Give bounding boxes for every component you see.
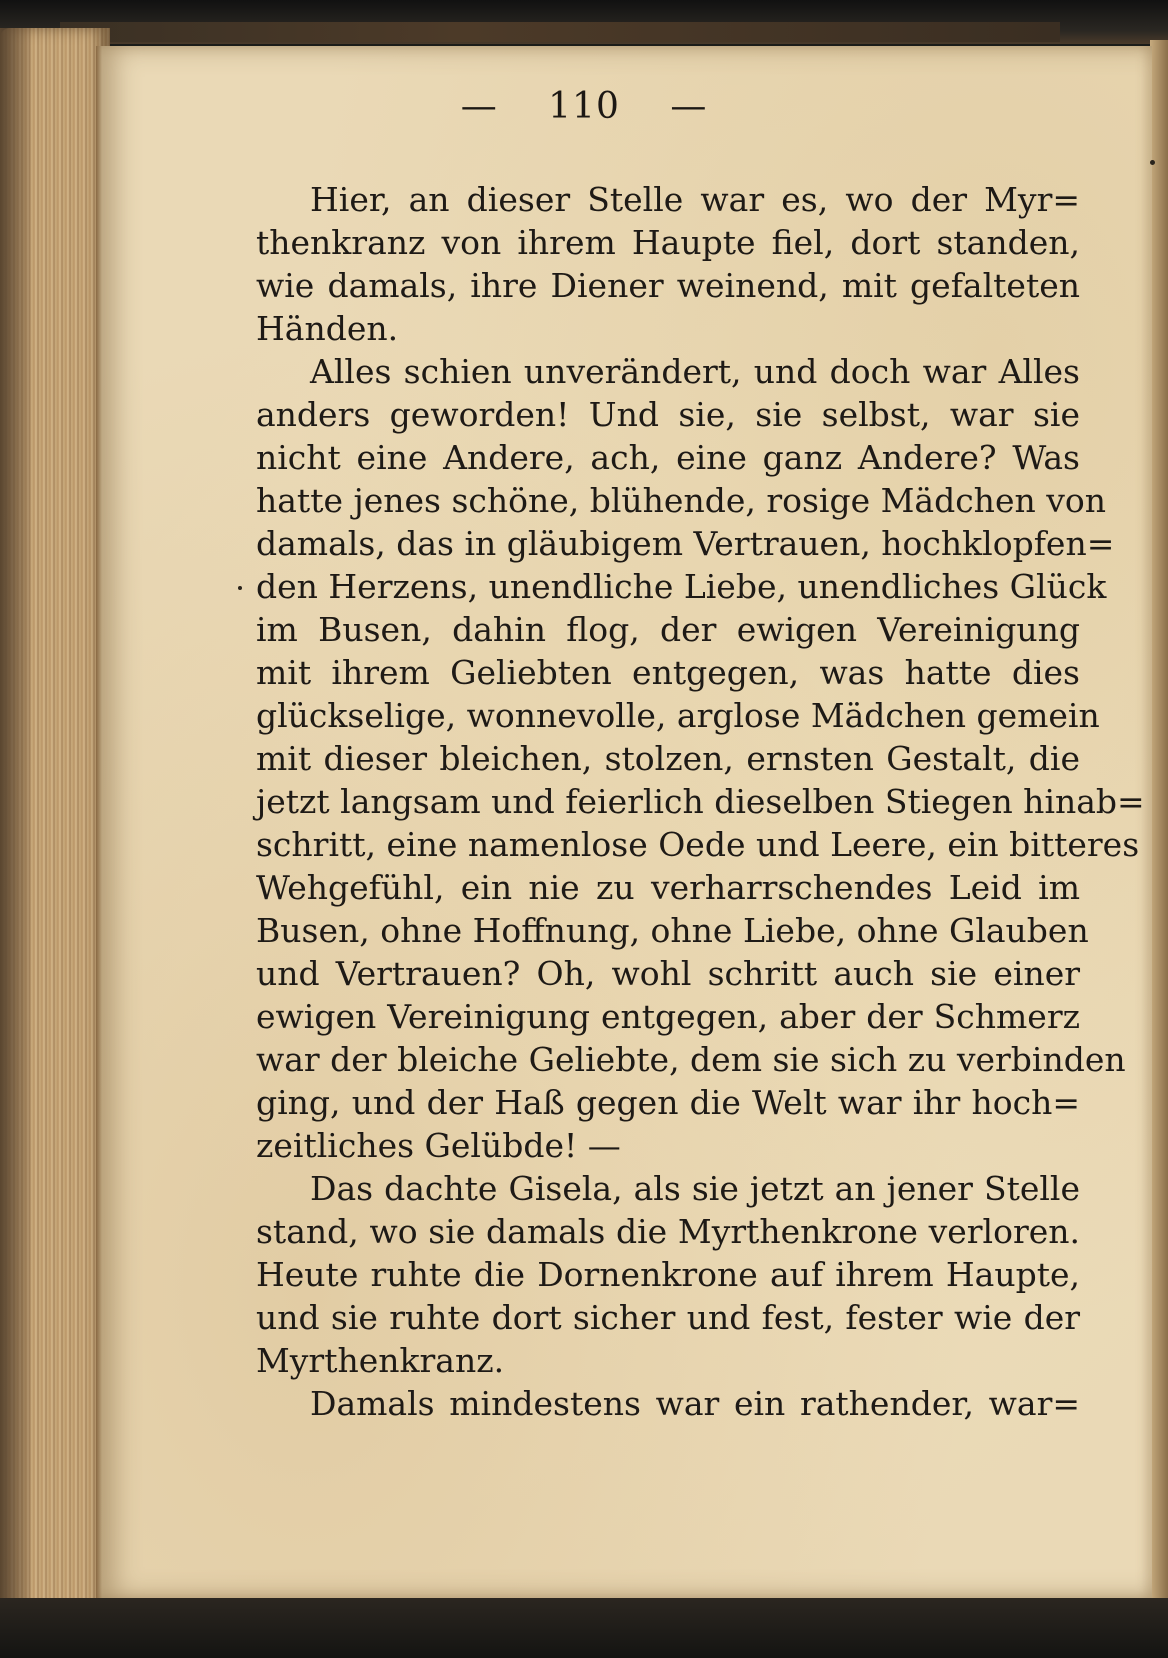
- book-cover-top-edge: [0, 0, 1168, 44]
- stacked-page-edges: [0, 28, 110, 1618]
- text-line: wie damals, ihre Diener weinend, mit gefalteten: [256, 266, 1080, 305]
- header-dash-left: —: [460, 86, 498, 127]
- text-line: und Vertrauen? Oh, wohl schritt auch sie einer: [256, 954, 1080, 993]
- text-line: ging, und der Haß gegen die Welt war ihr hoch=: [256, 1083, 1080, 1122]
- text-line: nicht eine Andere, ach, eine ganz Andere? Was: [256, 438, 1080, 477]
- body-text: [256, 178, 1145, 1425]
- header-dash-right: —: [670, 86, 708, 127]
- text-line: Myrthenkranz.: [256, 1341, 505, 1380]
- text-line: Heute ruhte die Dornenkrone auf ihrem Haupte,: [256, 1255, 1080, 1294]
- text-line: ewigen Vereinigung entgegen, aber der Schmerz: [256, 997, 1080, 1036]
- ink-speck: [238, 586, 242, 590]
- text-line: hatte jenes schöne, blühende, rosige Mädchen von: [256, 481, 1106, 520]
- text-line: mit ihrem Geliebten entgegen, was hatte dies: [256, 653, 1080, 692]
- text-line: mit dieser bleichen, stolzen, ernsten Gestalt, die: [256, 739, 1080, 778]
- text-line: Damals mindestens war ein rathender, war=: [310, 1384, 1080, 1423]
- right-page-edge: [1150, 40, 1168, 1620]
- text-line: im Busen, dahin flog, der ewigen Vereinigung: [256, 610, 1080, 649]
- text-line: jetzt langsam und feierlich dieselben Stiegen hinab=: [256, 782, 1145, 821]
- text-line: war der bleiche Geliebte, dem sie sich zu verbinden: [256, 1040, 1126, 1079]
- ink-speck: [1150, 160, 1155, 165]
- text-line: Händen.: [256, 309, 399, 348]
- text-line: zeitliches Gelübde! —: [256, 1126, 621, 1165]
- text-line: Das dachte Gisela, als sie jetzt an jener Stelle: [310, 1169, 1080, 1208]
- text-line: schritt, eine namenlose Oede und Leere, ein bitteres: [256, 825, 1140, 864]
- text-line: Hier, an dieser Stelle war es, wo der Myr=: [310, 180, 1080, 219]
- book-cover-bottom-edge: [0, 1598, 1168, 1658]
- page-header: [0, 86, 1168, 127]
- text-line: und sie ruhte dort sicher und fest, fester wie der: [256, 1298, 1080, 1337]
- text-line: anders geworden! Und sie, sie selbst, war sie: [256, 395, 1080, 434]
- text-line: Wehgefühl, ein nie zu verharrschendes Leid im: [256, 868, 1080, 907]
- gutter-shadow: [96, 46, 102, 1598]
- text-line: den Herzens, unendliche Liebe, unendliches Glück: [256, 567, 1107, 606]
- text-line: thenkranz von ihrem Haupte fiel, dort standen,: [256, 223, 1080, 262]
- text-line: glückselige, wonnevolle, arglose Mädchen gemein: [256, 696, 1100, 735]
- text-line: Busen, ohne Hoffnung, ohne Liebe, ohne Glauben: [256, 911, 1089, 950]
- text-line: damals, das in gläubigem Vertrauen, hochklopfen=: [256, 524, 1115, 563]
- text-line: stand, wo sie damals die Myrthenkrone verloren.: [256, 1212, 1080, 1251]
- text-line: Alles schien unverändert, und doch war Alles: [310, 352, 1080, 391]
- page-number: 110: [548, 86, 620, 127]
